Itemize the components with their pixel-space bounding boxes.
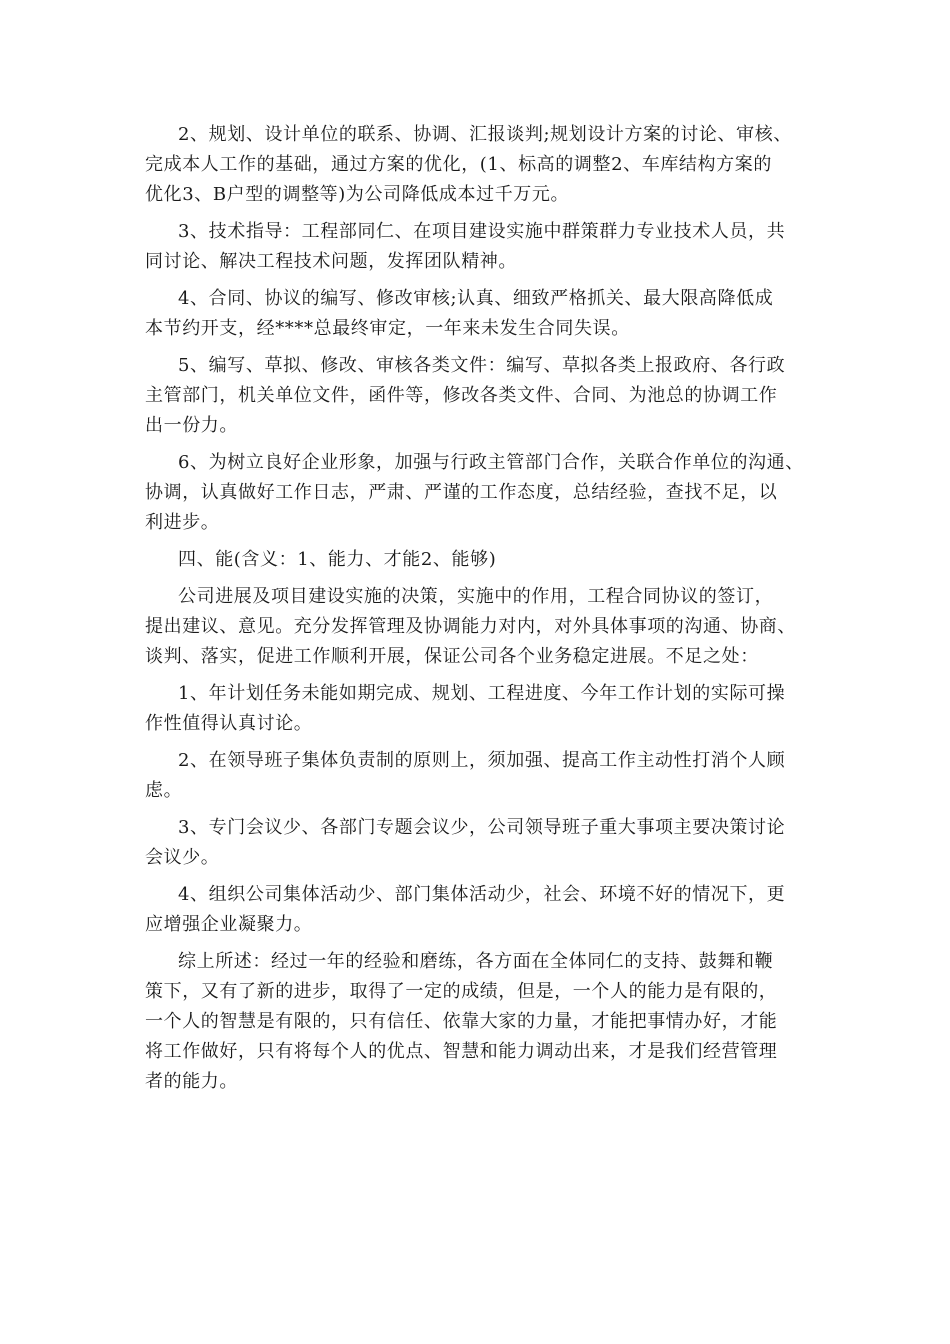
paragraph	[145, 448, 825, 538]
text-line: 优化3、B户型的调整等)为公司降低成本过千万元。	[145, 184, 570, 205]
text-line: 3、专门会议少、各部门专题会议少，公司领导班子重大事项主要决策讨论	[178, 817, 786, 838]
text-line: 谈判、落实，促进工作顺利开展，保证公司各个业务稳定进展。不足之处：	[145, 646, 759, 667]
text-line: 协调，认真做好工作日志，严肃、严谨的工作态度，总结经验，查找不足，以	[145, 482, 778, 503]
text-line: 本节约开支，经****总最终审定，一年来未发生合同失误。	[145, 318, 630, 339]
text-line: 4、组织公司集体活动少、部门集体活动少，社会、环境不好的情况下，更	[178, 884, 786, 905]
text-line: 者的能力。	[145, 1071, 238, 1092]
text-line: 将工作做好，只有将每个人的优点、智慧和能力调动出来，才是我们经营管理	[145, 1041, 778, 1062]
text-line: 利进步。	[145, 512, 220, 533]
text-line: 出一份力。	[145, 415, 238, 436]
paragraph	[145, 120, 825, 210]
paragraph	[145, 880, 825, 940]
text-line: 2、规划、设计单位的联系、协调、汇报谈判;规划设计方案的讨论、审核、	[178, 124, 792, 145]
text-line: 虑。	[145, 780, 183, 801]
text-line: 公司进展及项目建设实施的决策，实施中的作用，工程合同协议的签订，	[178, 586, 774, 607]
text-line: 3、技术指导：工程部同仁、在项目建设实施中群策群力专业技术人员，共	[178, 221, 786, 242]
text-line: 4、合同、协议的编写、修改审核;认真、细致严格抓关、最大限高降低成	[178, 288, 774, 309]
paragraph	[145, 813, 825, 873]
text-line: 6、为树立良好企业形象，加强与行政主管部门合作，关联合作单位的沟通、	[178, 452, 804, 473]
text-line: 5、编写、草拟、修改、审核各类文件：编写、草拟各类上报政府、各行政	[178, 355, 786, 376]
document-body	[145, 120, 825, 1104]
paragraph	[145, 351, 825, 441]
text-line: 同讨论、解决工程技术问题，发挥团队精神。	[145, 251, 517, 272]
text-line: 应增强企业凝聚力。	[145, 914, 313, 935]
paragraph	[145, 746, 825, 806]
text-line: 完成本人工作的基础，通过方案的优化，(1、标高的调整2、车库结构方案的	[145, 154, 772, 175]
text-line: 作性值得认真讨论。	[145, 713, 313, 734]
text-line: 1、年计划任务未能如期完成、规划、工程进度、今年工作计划的实际可操	[178, 683, 786, 704]
text-line: 四、能(含义：1、能力、才能2、能够)	[178, 549, 497, 570]
text-line: 提出建议、意见。充分发挥管理及协调能力对内，对外具体事项的沟通、协商、	[145, 616, 796, 637]
text-line: 一个人的智慧是有限的，只有信任、依靠大家的力量，才能把事情办好，才能	[145, 1011, 778, 1032]
text-line: 会议少。	[145, 847, 220, 868]
text-line: 2、在领导班子集体负责制的原则上，须加强、提高工作主动性打消个人顾	[178, 750, 786, 771]
paragraph	[145, 582, 825, 672]
text-line: 主管部门，机关单位文件，函件等，修改各类文件、合同、为池总的协调工作	[145, 385, 778, 406]
paragraph	[145, 217, 825, 277]
paragraph	[145, 545, 825, 575]
paragraph	[145, 947, 825, 1097]
text-line: 策下，又有了新的进步，取得了一定的成绩，但是，一个人的能力是有限的，	[145, 981, 778, 1002]
text-line: 综上所述：经过一年的经验和磨练，各方面在全体同仁的支持、鼓舞和鞭	[178, 951, 774, 972]
paragraph	[145, 679, 825, 739]
paragraph	[145, 284, 825, 344]
